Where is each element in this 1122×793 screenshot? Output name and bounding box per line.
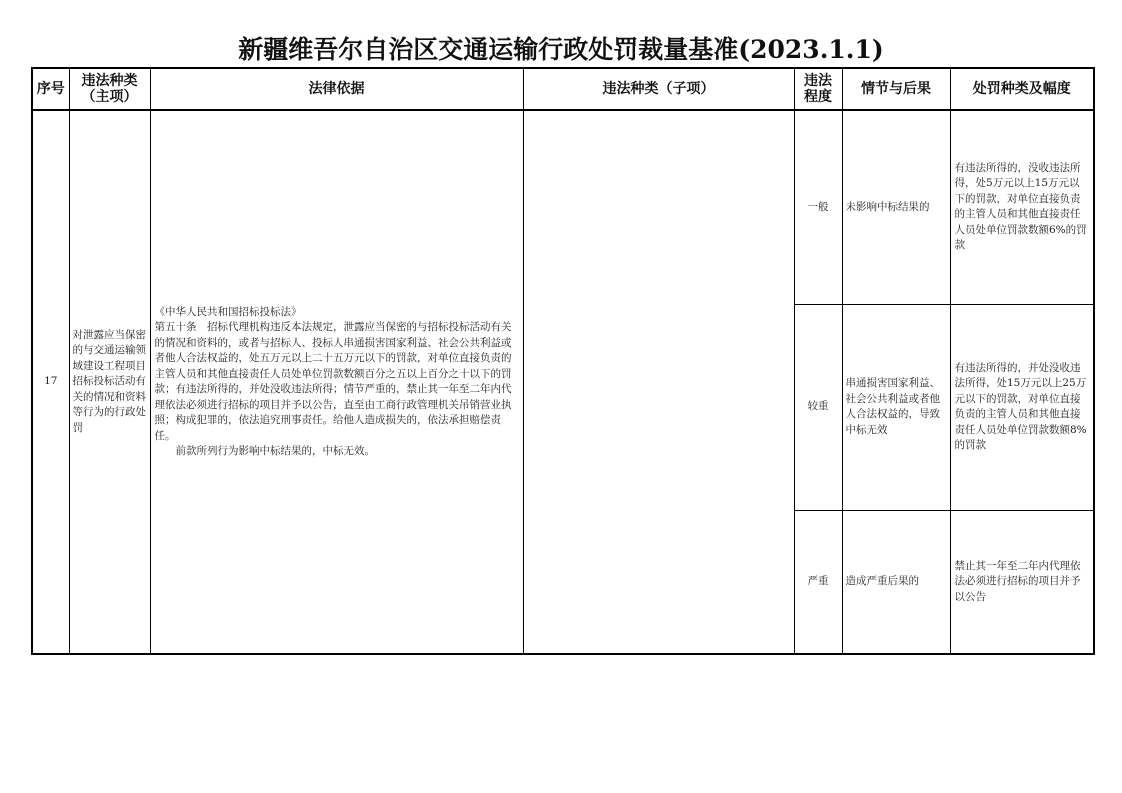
table-row: [32, 110, 1094, 304]
circumstances-severe: 造成严重后果的: [842, 510, 950, 654]
sub-violation-type: [523, 110, 794, 654]
header-degree-line1: 违法: [804, 73, 832, 89]
header-degree-line2: 程度: [804, 89, 832, 105]
legal-basis-cell: [150, 110, 523, 654]
header-no: 序号: [32, 68, 69, 110]
law-title: 《中华人民共和国招标投标法》: [154, 305, 302, 318]
penalty-severe: 禁止其一年至二年内代理依法必须进行招标的项目并予以公告: [950, 510, 1094, 654]
law-clause: 前款所列行为影响中标结果的，中标无效。: [175, 445, 375, 457]
header-main-type-line2: （主项）: [81, 89, 138, 105]
penalty-serious: 有违法所得的，并处没收违法所得，处15万元以上25万元以下的罚款，对单位直接负责的主管人员和其他直接责任人员处单位罚款数额8%的罚款: [950, 304, 1094, 510]
penalty-general: 有违法所得的，没收违法所得，处5万元以上15万元以下的罚款，对单位直接负责的主管人员和其他直接责任人员处单位罚款数额6%的罚款: [950, 110, 1094, 304]
header-degree: [794, 68, 842, 110]
circumstances-general: 未影响中标结果的: [842, 110, 950, 304]
header-penalty: 处罚种类及幅度: [950, 68, 1094, 110]
row-number: 17: [32, 110, 69, 654]
header-main-type-line1: 违法种类: [81, 73, 138, 89]
header-legal-basis: 法律依据: [150, 68, 523, 110]
circumstances-serious: 串通损害国家利益、社会公共利益或者他人合法权益的，导致中标无效: [842, 304, 950, 510]
degree-general: 一般: [794, 110, 842, 304]
law-article: 第五十条 招标代理机构违反本法规定，泄露应当保密的与招标投标活动有关的情况和资料的，或者与招标人、投标人串通损害国家利益、社会公共利益或者他人合法权益的，处五万元以上二十五万元以下的罚款，对单位直接负责的主管人员和其他直接责任人员处单位罚款数额百分之五以上百分之十以下的罚款；有违法所得的，并处没收违法所得；情节严重的，禁止其一年至二年内代理依法必须进行招标的项目并予以公告，直至由工商行政管理机关吊销营业执照；构成犯罪的，依法追究刑事责任。给他人造成损失的，依法承担赔偿责任。: [154, 321, 512, 442]
main-violation-type: 对泄露应当保密的与交通运输领域建设工程项目招标投标活动有关的情况和资料等行为的行政处罚: [69, 110, 150, 654]
header-sub-type: 违法种类（子项）: [523, 68, 794, 110]
header-main-type: [69, 68, 150, 110]
header-circumstances: 情节与后果: [842, 68, 950, 110]
header-row: [32, 68, 1094, 110]
degree-serious: 较重: [794, 304, 842, 510]
document-title: 新疆维吾尔自治区交通运输行政处罚裁量基准(2023.1.1): [238, 35, 884, 64]
degree-severe: 严重: [794, 510, 842, 654]
penalty-table: [31, 67, 1095, 655]
